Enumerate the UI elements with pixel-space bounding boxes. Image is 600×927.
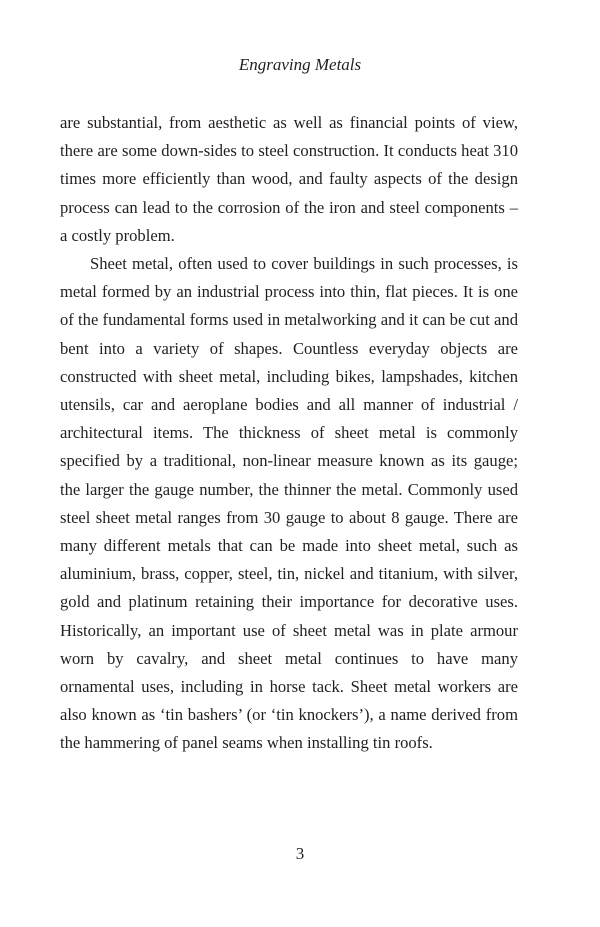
running-header-title: Engraving Metals: [238, 55, 362, 74]
paragraph-sheet-metal: Sheet metal, often used to cover buildings in such processes, is metal formed by an industrial process into thin, flat pieces. It is one of the fundamental forms used in metalworking and it can be cut and bent into a variety of shapes. Countless everyday objects are constructed with sheet metal, including bikes, lampshades, kitchen utensils, car and aeroplane bodies and all manner of industrial / architectural items. The thickness of sheet metal is commonly specified by a traditional, non-linear measure known as its gauge; the larger the gauge number, the thinner the metal. Commonly used steel sheet metal ranges from 30 gauge to about 8 gauge. There are many different metals that can be made into sheet metal, such as aluminium, brass, copper, steel, tin, nickel and titanium, with silver, gold and platinum retaining their importance for decorative uses. Historically, an important use of sheet metal was in plate armour worn by cavalry, and sheet metal continues to have many ornamental uses, including in horse tack. Sheet metal workers are also known as ‘tin bashers’ (or ‘tin knockers’), a name derived from the hammering of panel seams when installing tin roofs.: [60, 254, 518, 753]
body-text: [60, 109, 518, 758]
page-number: 3: [295, 844, 305, 863]
paragraph-continued: are substantial, from aesthetic as well as financial points of view, there are some down-sides to steel construction. It conducts heat 310 times more efficiently than wood, and faulty aspects of the design process can lead to the corrosion of the iron and steel components – a costly problem.: [60, 113, 518, 245]
